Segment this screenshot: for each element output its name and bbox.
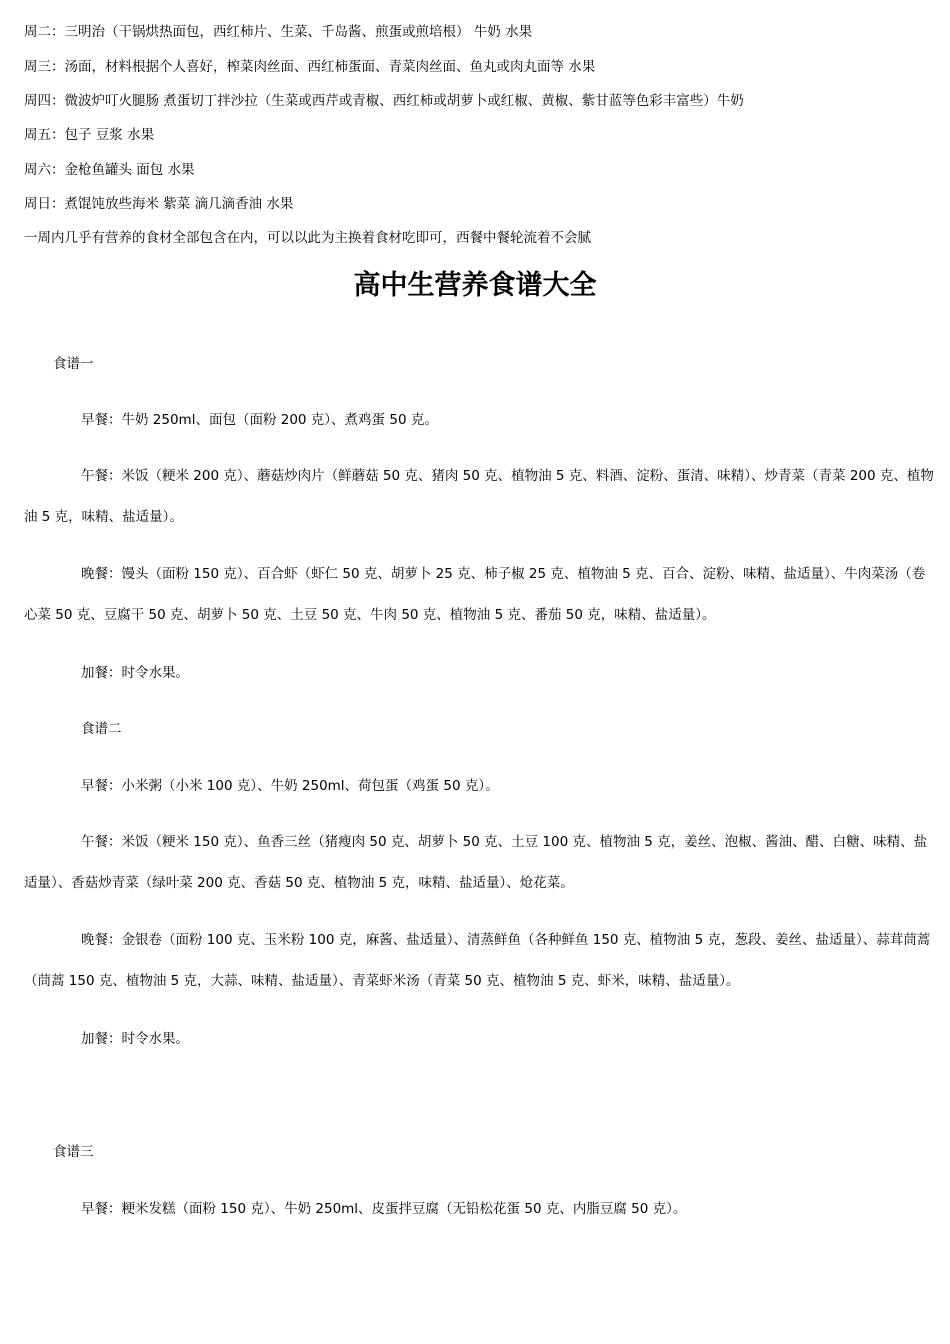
recipe-3-breakfast: 早餐：粳米发糕（面粉 150 克）、牛奶 250ml、皮蛋拌豆腐（无铅松花蛋 50 克、内脂豆腐 50 克）。 bbox=[81, 1201, 687, 1217]
menu-line-tuesday: 周二：三明治（干锅烘热面包，西红柿片、生菜、千岛酱、煎蛋或煎培根） 牛奶 水果 bbox=[24, 24, 533, 40]
recipe-1-lunch: 午餐：米饭（粳米 200 克）、蘑菇炒肉片（鲜蘑菇 50 克、猪肉 50 克、植物油 5 克、料酒、淀粉、蛋清、味精）、炒青菜（青菜 200 克、植物油 5 克，味精、盐适量）。 bbox=[24, 468, 934, 525]
recipe-2-lunch: 午餐：米饭（粳米 150 克）、鱼香三丝（猪瘦肉 50 克、胡萝卜 50 克、土豆 100 克、植物油 5 克，姜丝、泡椒、酱油、醋、白糖、味精、盐适量）、香菇炒青菜（绿叶菜 200 克、香菇 50 克、植物油 5 克，味精、盐适量）、炝花菜。 bbox=[24, 834, 928, 891]
menu-summary: 一周内几乎有营养的食材全部包含在内，可以以此为主换着食材吃即可，西餐中餐轮流着不会腻 bbox=[24, 230, 591, 246]
recipe-1-heading: 食谱一 bbox=[53, 356, 94, 372]
recipe-2-breakfast: 早餐：小米粥（小米 100 克）、牛奶 250ml、荷包蛋（鸡蛋 50 克）。 bbox=[81, 778, 499, 794]
menu-line-saturday: 周六：金枪鱼罐头 面包 水果 bbox=[24, 162, 195, 178]
recipe-2-heading: 食谱二 bbox=[81, 721, 122, 737]
menu-line-thursday: 周四：微波炉叮火腿肠 煮蛋切丁拌沙拉（生菜或西芹或青椒、西红柿或胡萝卜或红椒、黄椒、紫甘蓝等色彩丰富些）牛奶 bbox=[24, 93, 744, 109]
recipe-1-dinner: 晚餐：馒头（面粉 150 克）、百合虾（虾仁 50 克、胡萝卜 25 克、柿子椒 25 克、植物油 5 克、百合、淀粉、味精、盐适量）、牛肉菜汤（卷心菜 50 克、豆腐干 50 克、胡萝卜 50 克、土豆 50 克、牛肉 50 克、植物油 5 克、番茄 50 克，味精、盐适量）。 bbox=[24, 566, 926, 623]
page-title: 高中生营养食谱大全 bbox=[353, 270, 597, 301]
menu-line-friday: 周五：包子 豆浆 水果 bbox=[24, 127, 155, 143]
menu-line-sunday: 周日：煮馄饨放些海米 紫菜 滴几滴香油 水果 bbox=[24, 196, 294, 212]
menu-line-wednesday: 周三：汤面，材料根据个人喜好，榨菜肉丝面、西红柿蛋面、青菜肉丝面、鱼丸或肉丸面等 水果 bbox=[24, 59, 596, 75]
recipe-2-snack: 加餐：时令水果。 bbox=[81, 1031, 189, 1047]
recipe-3-heading: 食谱三 bbox=[53, 1144, 94, 1160]
recipe-2-dinner: 晚餐：金银卷（面粉 100 克、玉米粉 100 克，麻酱、盐适量）、清蒸鲜鱼（各种鲜鱼 150 克、植物油 5 克，葱段、姜丝、盐适量）、蒜茸茼蒿（茼蒿 150 克、植物油 5 克，大蒜、味精、盐适量）、青菜虾米汤（青菜 50 克、植物油 5 克、虾米，味精、盐适量）。 bbox=[24, 932, 931, 989]
recipe-1-snack: 加餐：时令水果。 bbox=[81, 665, 189, 681]
recipe-1-breakfast: 早餐：牛奶 250ml、面包（面粉 200 克）、煮鸡蛋 50 克。 bbox=[81, 412, 438, 428]
